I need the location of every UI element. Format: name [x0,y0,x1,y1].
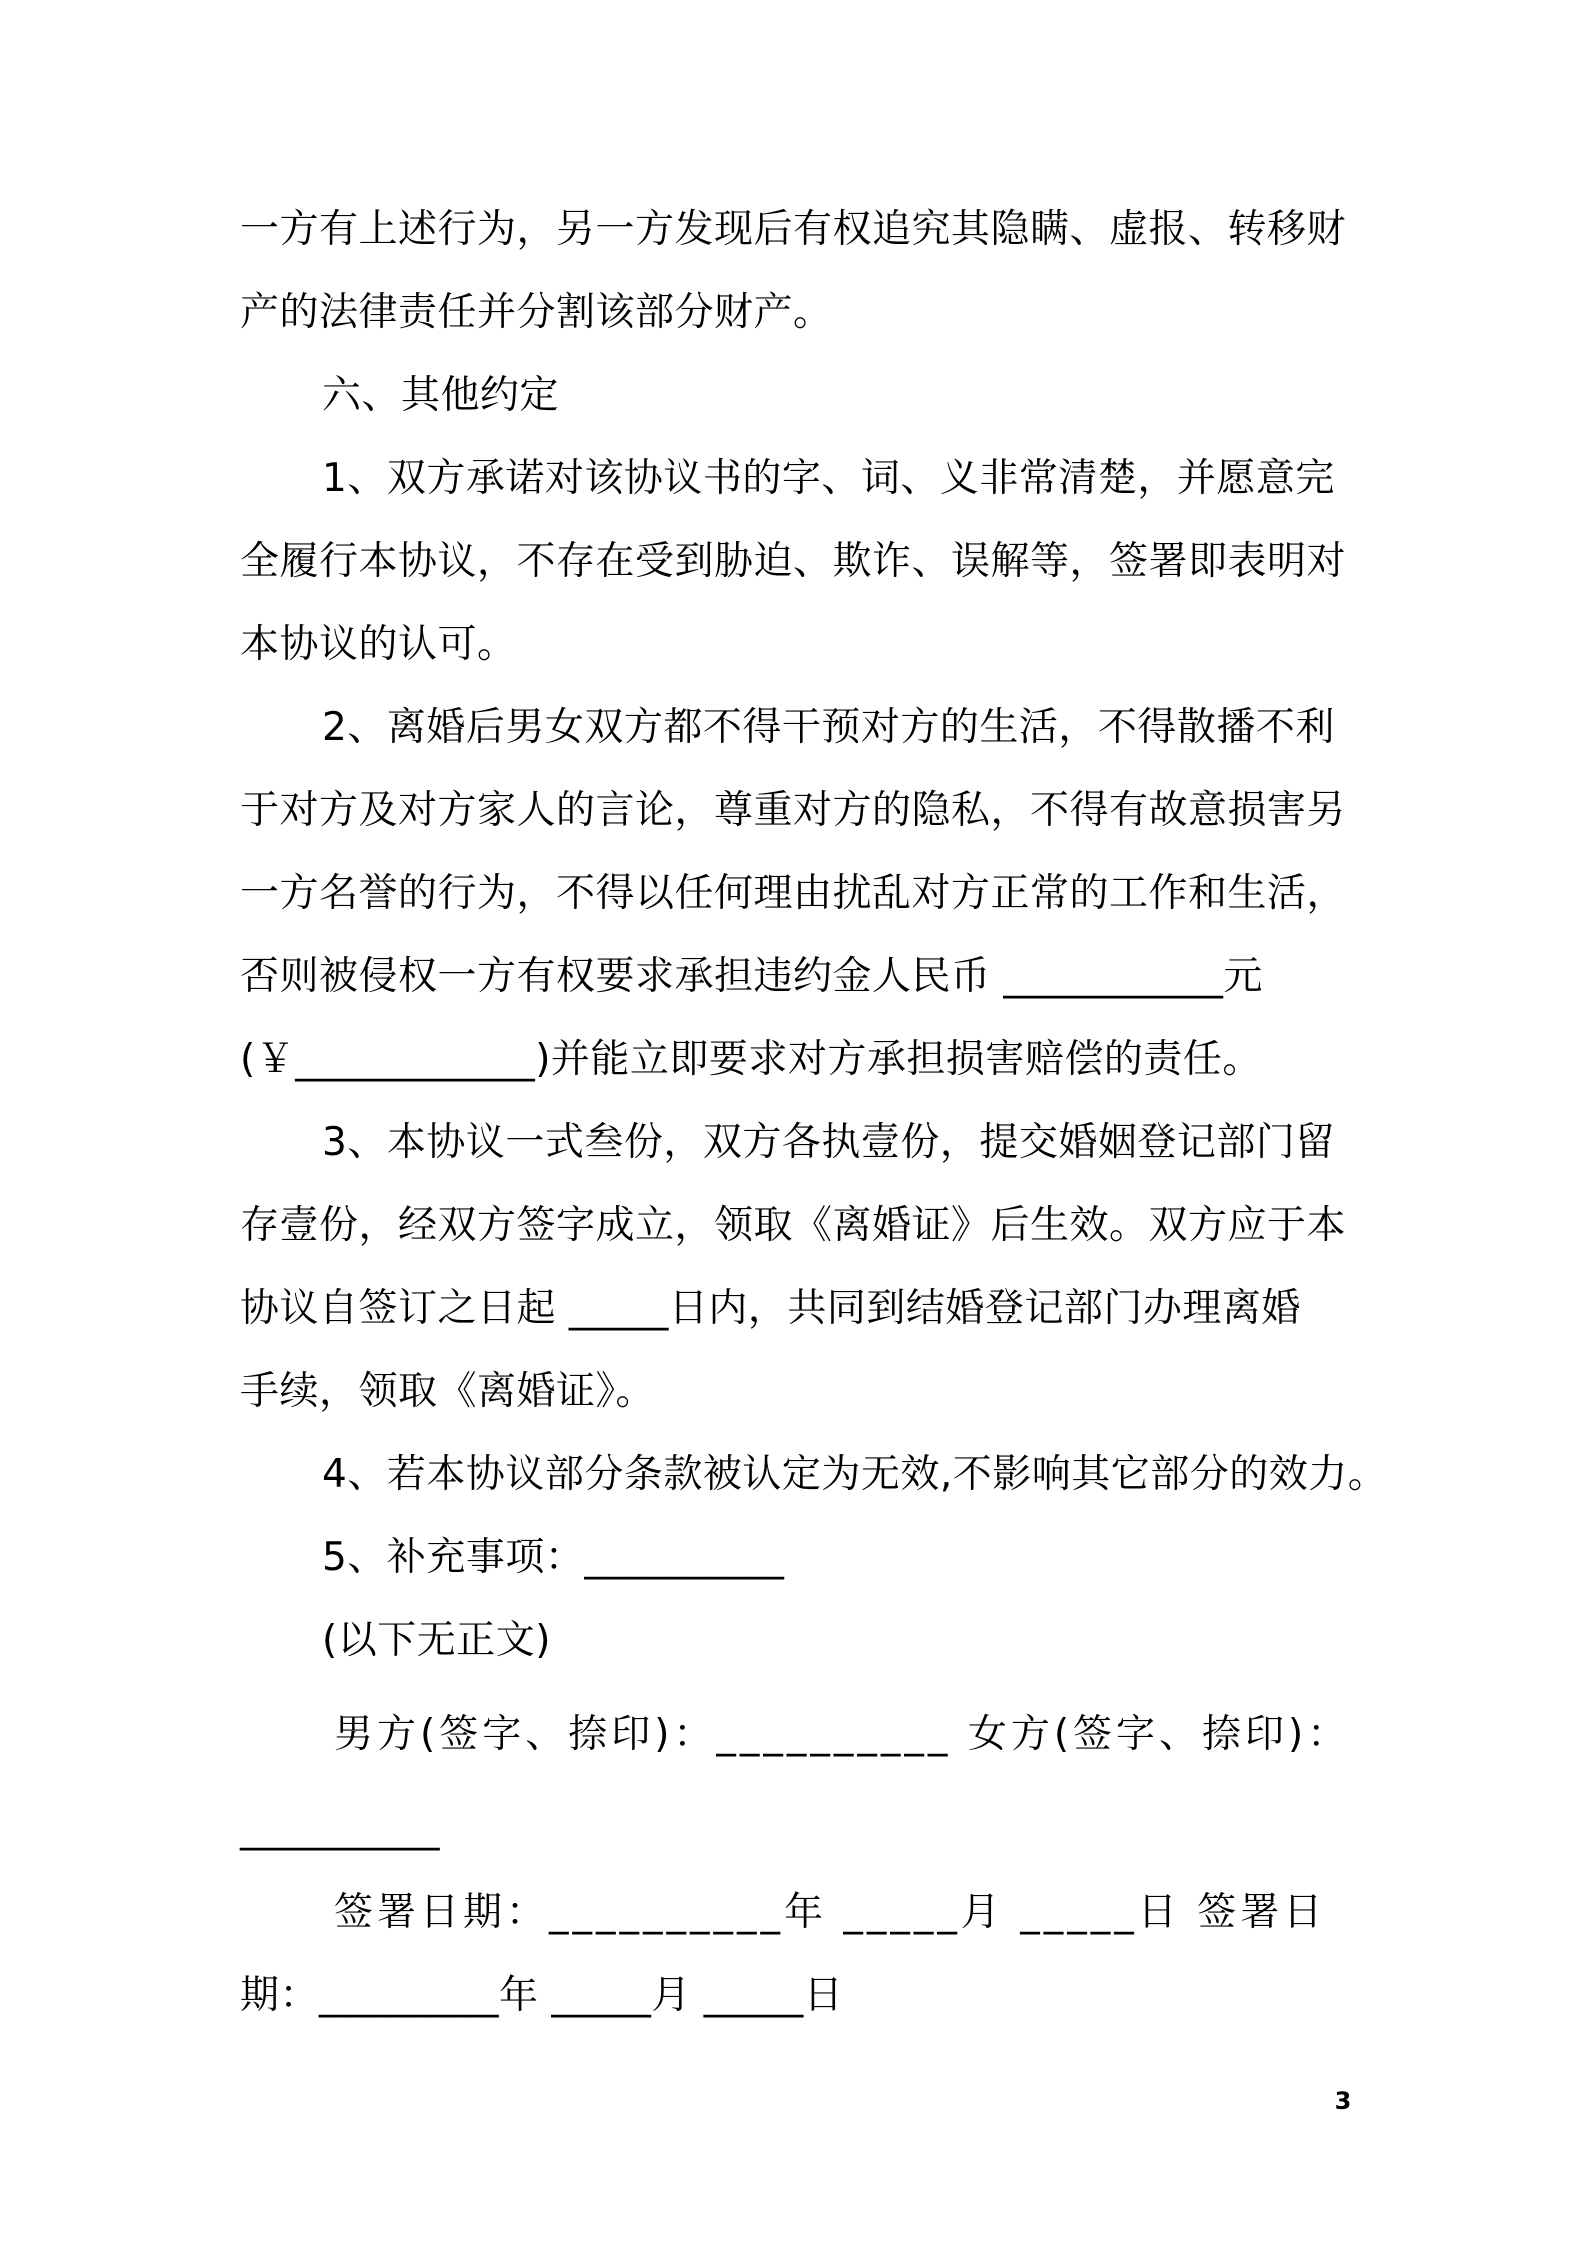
text-line: 1、双方承诺对该协议书的字、词、义非常清楚，并愿意完 [322,456,1335,501]
text-line: 手续，领取《离婚证》。 [240,1369,656,1414]
page-number: 3 [1334,2087,1352,2115]
signature-line: 男方(签字、捺印)：__________ 女方(签字、捺印)： [334,1712,1351,1757]
text-line: (以下无正文) [322,1618,551,1663]
date-line: 期：_________年 _____月 _____日 [240,1973,844,2018]
date-line: 签署日期：__________年 _____月 _____日 签署日 [334,1890,1327,1935]
text-line: 一方名誉的行为，不得以任何理由扰乱对方正常的工作和生活， [240,871,1347,916]
text-line: 2、离婚后男女双方都不得干预对方的生活，不得散播不利 [322,705,1335,750]
text-line: 产的法律责任并分割该部分财产。 [240,290,833,335]
text-line: 3、本协议一式叁份，双方各执壹份，提交婚姻登记部门留 [322,1120,1335,1165]
section-heading: 六、其他约定 [322,373,560,418]
text-line: 4、若本协议部分条款被认定为无效,不影响其它部分的效力。 [322,1452,1388,1497]
text-line: 否则被侵权一方有权要求承担违约金人民币 ___________元 [240,954,1263,999]
signature-line: __________ [240,1806,440,1851]
text-line: 5、补充事项：__________ [322,1535,785,1580]
text-line: (￥____________)并能立即要求对方承担损害赔偿的责任。 [240,1037,1262,1082]
text-line: 存壹份，经双方签字成立，领取《离婚证》后生效。双方应于本 [240,1203,1347,1248]
text-line: 协议自签订之日起 _____日内，共同到结婚登记部门办理离婚 [240,1286,1301,1331]
text-line: 一方有上述行为，另一方发现后有权追究其隐瞒、虚报、转移财 [240,207,1347,252]
text-line: 于对方及对方家人的言论，尊重对方的隐私，不得有故意损害另 [240,788,1347,833]
text-line: 全履行本协议，不存在受到胁迫、欺诈、误解等，签署即表明对 [240,539,1347,584]
text-line: 本协议的认可。 [240,622,517,667]
